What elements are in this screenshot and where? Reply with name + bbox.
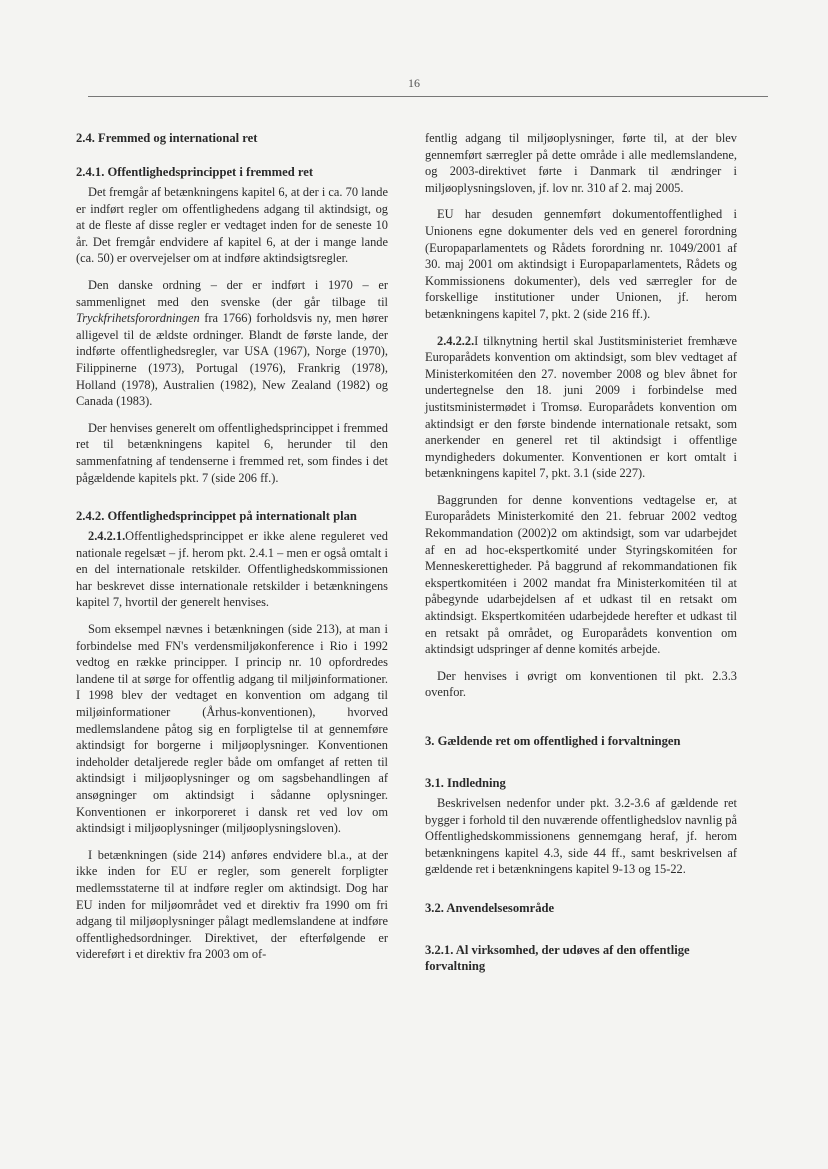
paragraph: 2.4.2.1.Offentlighedsprincippet er ikke alene reguleret ved nationale regelsæt – jf. herom pkt. 2.4.1 – men er også omtalt i en del internationale retskilder. Offentlighedskommissionen har beskrevet disse internationale retskilder i betænkningens kapitel 7, hvortil der generelt henvises. xyxy=(76,529,388,610)
section-heading-3-2-1: 3.2.1. Al virksomhed, der udøves af den offentlige forvaltning xyxy=(425,942,690,973)
left-column xyxy=(76,130,388,973)
paragraph: Beskrivelsen nedenfor under pkt. 3.2-3.6 af gældende ret bygger i forhold til den nuværende offentlighedslov navnlig på Offentlighedskommissionens gennemgang heraf, jf. herom betænkningens kapitel 4.3, side 44 ff., samt beskrivelsen af gældende ret i betænkningens kapitel 9-13 og 15-22. xyxy=(425,796,737,877)
inline-section-number: 2.4.2.2. xyxy=(437,333,475,348)
paragraph: I betænkningen (side 214) anføres endvidere bl.a., at der ikke inden for EU er regler, som generelt forpligter medlemsstaterne til at indføre regler om aktindsigt. Dog har EU inden for miljøområdet ved et direktiv fra 1990 om fri adgang til miljøoplysninger pålagt medlemslandene at indføre offentlighedsordninger. Direktivet, der efterfølgende er videreført i et direktiv fra 2003 om of- xyxy=(76,847,388,962)
paragraph: 2.4.2.2.I tilknytning hertil skal Justitsministeriet fremhæve Europarådets konvention om aktindsigt, som blev vedtaget af Ministerkomitéen den 27. november 2008 og blev åbnet for undertegnelse den 18. juni 2009 i forbindelse med justitsministermødet i Tromsø. Europarådets konvention om aktindsigt er den første bindende internationale retsakt, som anerkender en generel ret til aktindsigt i offentlige myndigheders dokumenter. Konventionen er kort omtalt i betænkningens kapitel 7, pkt. 3.1 (side 227). xyxy=(425,333,737,481)
section-heading-3-1: 3.1. Indledning xyxy=(425,776,506,790)
section-heading-3-2: 3.2. Anvendelsesområde xyxy=(425,900,555,915)
section-heading-3: 3. Gældende ret om offentlighed i forvaltningen xyxy=(425,734,681,748)
section-heading-2-4-2: 2.4.2. Offentlighedsprincippet på internationalt plan xyxy=(76,509,357,524)
inline-section-number: 2.4.2.1. xyxy=(88,529,126,544)
paragraph: Der henvises i øvrigt om konventionen til pkt. 2.3.3 ovenfor. xyxy=(425,668,737,700)
section-heading-2-4: 2.4. Fremmed og international ret xyxy=(76,131,258,145)
paragraph: fentlig adgang til miljøoplysninger, førte til, at der blev gennemført særregler på dette område i alle medlemslandene, og 2003-direktivet førte i Danmark til ændringer i miljøoplysningsloven, jf. lov nr. 310 af 2. maj 2005. xyxy=(425,131,737,195)
paragraph: Som eksempel nævnes i betænkningen (side 213), at man i forbindelse med FN's verdensmiljøkonference i Rio i 1992 vedtog en række principper. I princip nr. 10 opfordredes landene til at sørge for offentlig adgang til miljøinformationer. I 1998 blev der vedtaget en konvention om adgang til miljøinformationer (Århus-konventionen), hvorved medlemslandene påtog sig en forpligtelse til at gennemføre aktindsigt for borgerne i miljøoplysninger. Konventionen indeholder detaljerede regler både om omfanget af retten til aktindsigt i miljøoplysninger og om sagsbehandlingen af ansøgninger om aktindsigt i sådanne oplysninger. Konventionen er inkorporeret i dansk ret ved lov om aktindsigt i miljøoplysninger (miljøoplysningsloven). xyxy=(76,622,388,836)
page-number: 16 xyxy=(408,76,420,90)
paragraph: Det fremgår af betænkningens kapitel 6, at der i ca. 70 lande er indført regler om offentlighedens adgang til aktindsigt, og at de fleste af disse regler er vedtaget inden for de seneste 10 år. Det fremgår endvidere af kapitel 6, at der i mange lande (ca. 50) er overvejelser om at indføre aktindsigtsregler. xyxy=(76,185,388,266)
right-column xyxy=(425,130,737,978)
header-rule xyxy=(88,96,768,97)
section-heading-2-4-1: 2.4.1. Offentlighedsprincippet i fremmed ret xyxy=(76,165,314,179)
paragraph: Baggrunden for denne konventions vedtagelse er, at Europarådets Ministerkomité den 21. februar 2002 vedtog Rekommandation (2002)2 om aktindsigt, som var udarbejdet af en ad hoc-ekspertkomité under Styringskomitéen for Menneskerettigheder. På baggrund af rekommandationen fik ekspertkomitéen i 2002 mandat fra Ministerkomitéen til at påbegynde udarbejdelsen af et udkast til en retsakt om aktindsigt. Ekspertkomitéen udarbejdede herefter et udkast til en retsakt på området, og Europarådets konvention om aktindsigt udspringer af denne komités arbejde. xyxy=(425,492,737,657)
paragraph: Der henvises generelt om offentlighedsprincippet i fremmed ret til betænkningens kapitel 6, herunder til den sammenfatning af tendenserne i fremmed ret, som findes i det pågældende kapitels pkt. 7 (side 206 ff.). xyxy=(76,420,388,485)
paragraph: Den danske ordning – der er indført i 1970 – er sammenlignet med den svenske (der går tilbage til Tryckfrihetsforordningen fra 1766) forholdsvis ny, men hører alligevel til de ældste ordninger. Blandt de første lande, der indførte offentlighedsregler, var USA (1967), Norge (1970), Filippinerne (1973), Portugal (1976), Frankrig (1978), Holland (1978), Australien (1982), New Zealand (1982) og Canada (1983). xyxy=(76,277,388,409)
paragraph: EU har desuden gennemført dokumentoffentlighed i Unionens egne dokumenter dels ved en generel forordning (Europaparlamentets og Rådets forordning nr. 1049/2001 af 30. maj 2001 om aktindsigt i Europaparlamentets, Rådets og Kommissionens dokumenter), dels ved særregler for de forskellige institutioner under Unionen, jf. herom betænkningens kapitel 7, pkt. 2 (side 216 ff.). xyxy=(425,207,737,321)
italic-title: Tryckfrihetsforordningen xyxy=(76,311,200,326)
